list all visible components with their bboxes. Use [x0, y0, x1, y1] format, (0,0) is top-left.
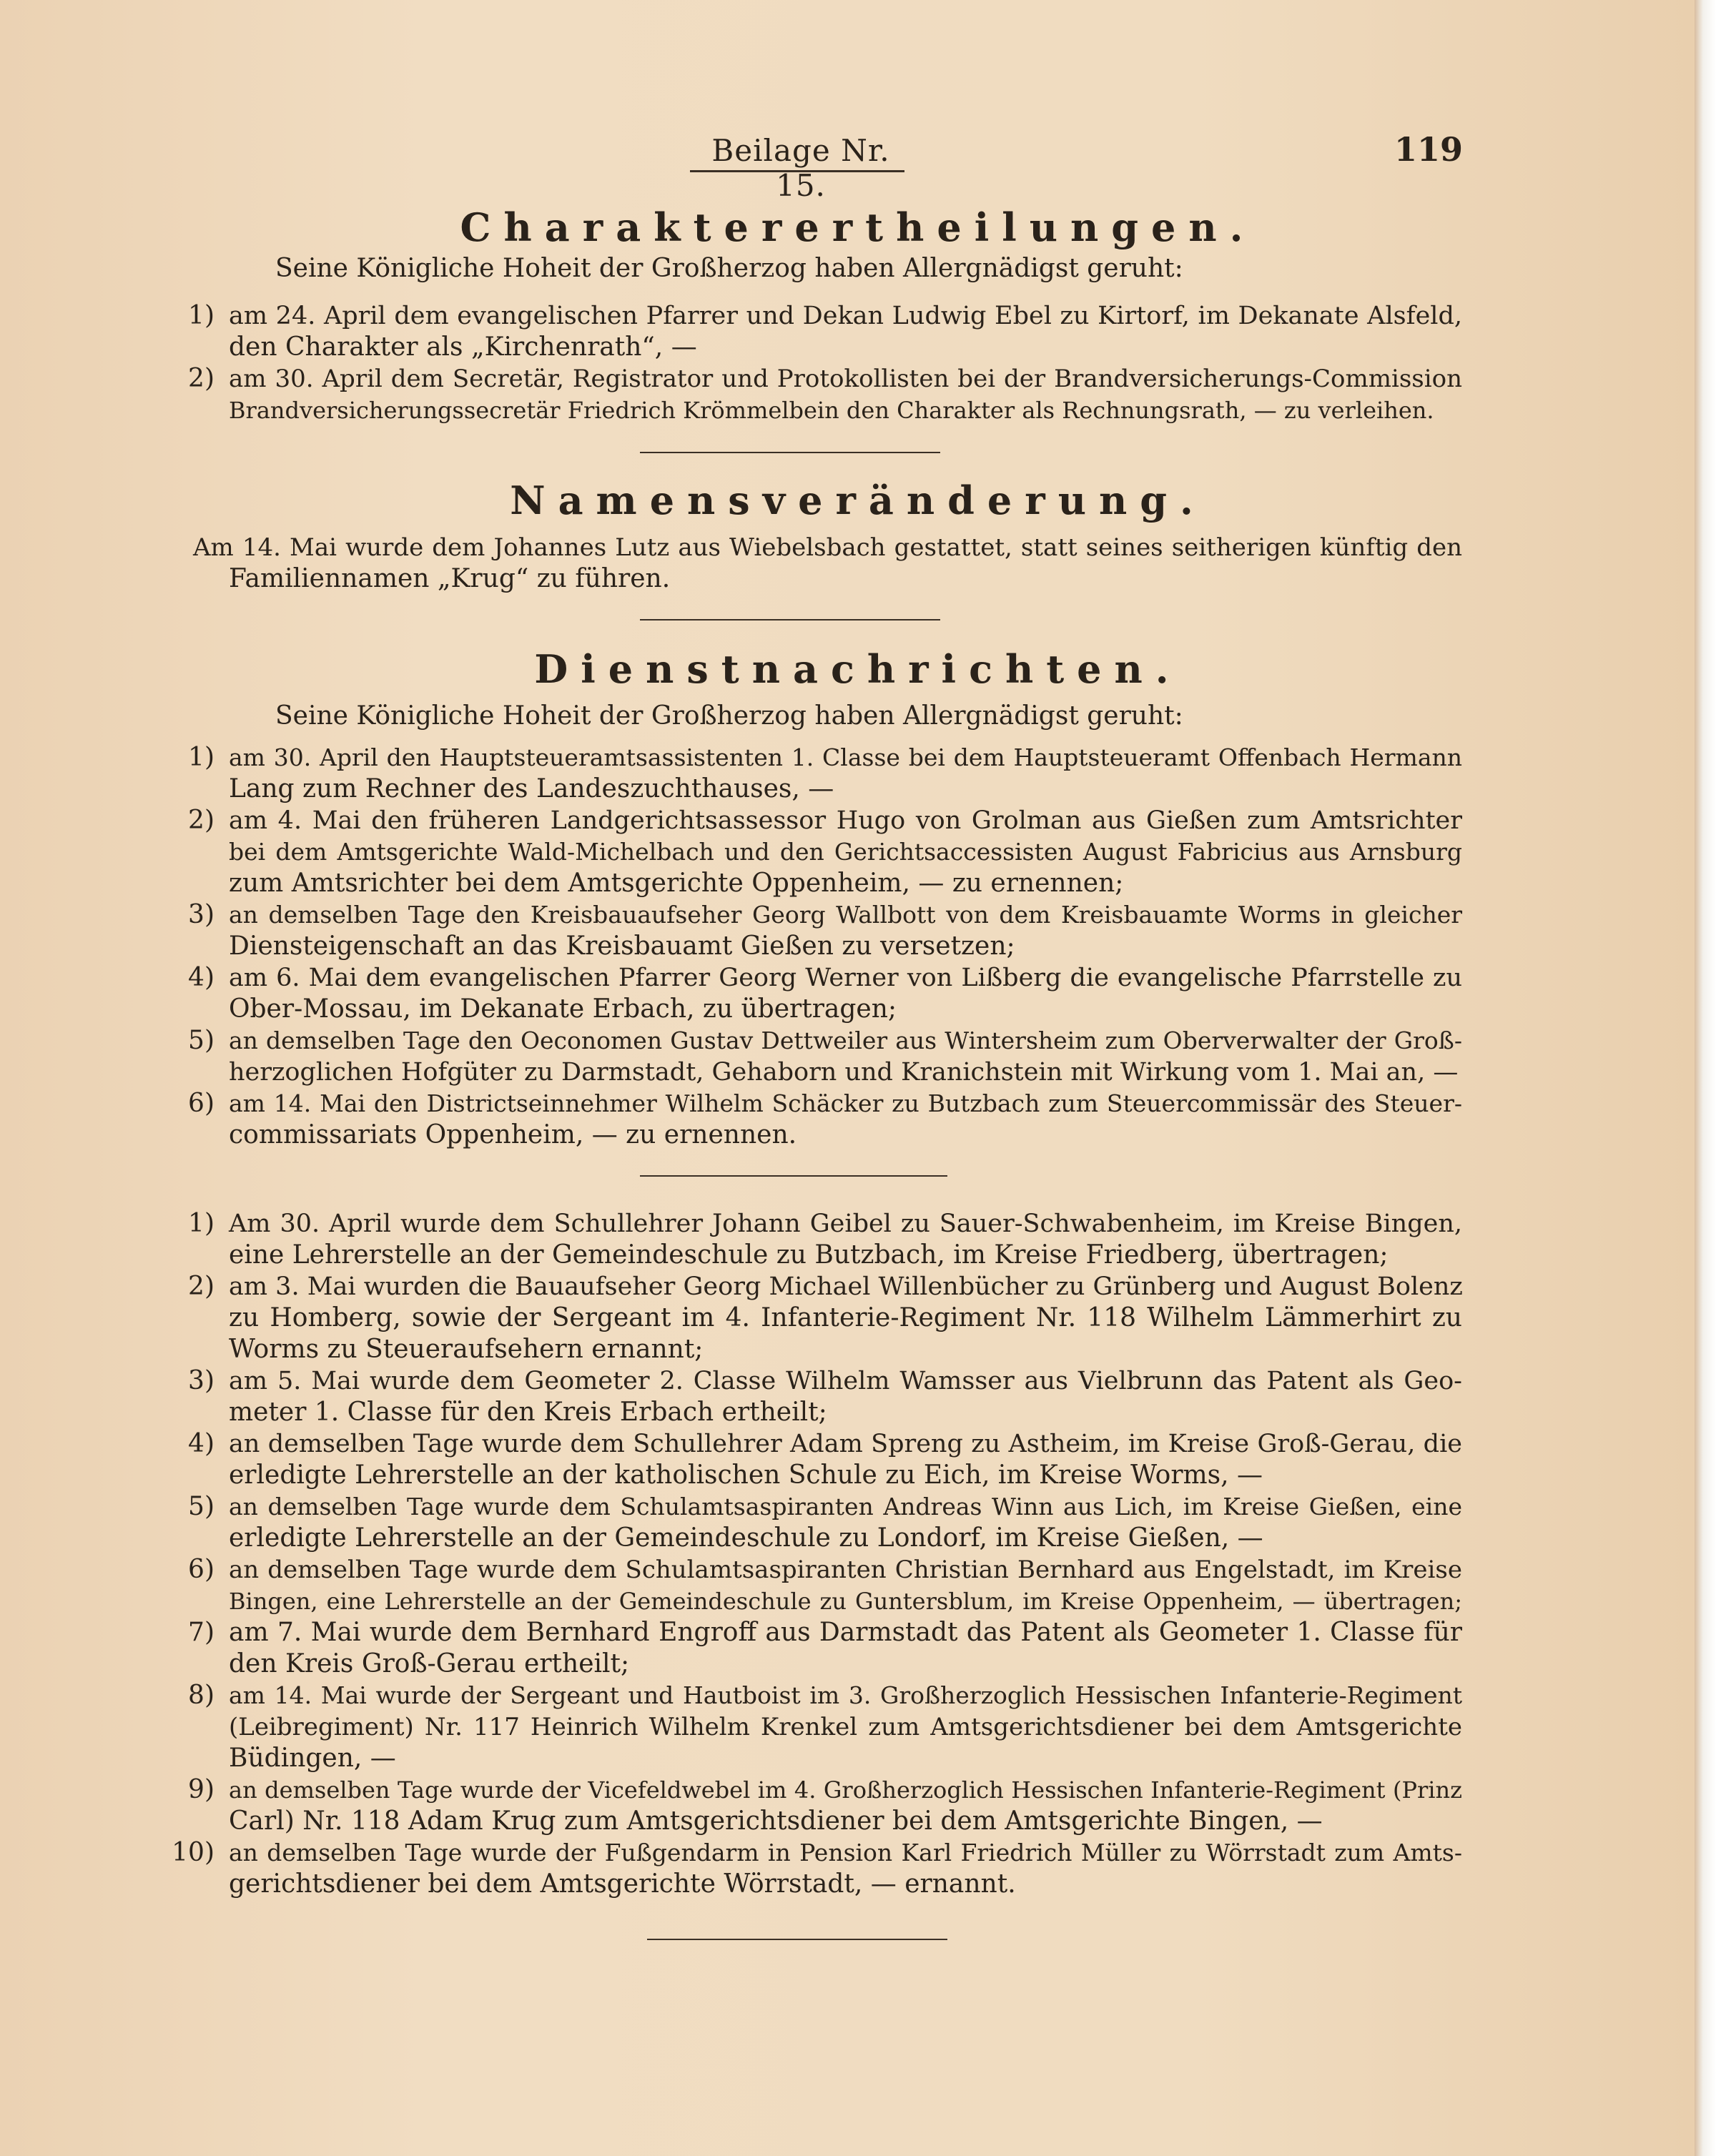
item-line: am 6. Mai dem evangelischen Pfarrer Georg Werner von Lißberg die evangelische Pfarrstelle zu: [229, 964, 1462, 992]
item-line: Diensteigenschaft an das Kreisbauamt Gießen zu versetzen;: [229, 931, 1015, 961]
item-line: am 3. Mai wurden die Bauaufseher Georg Michael Willenbücher zu Grünberg und August Bolenz: [229, 1272, 1463, 1301]
section-divider: [647, 1939, 947, 1940]
item-line: erledigte Lehrerstelle an der katholischen Schule zu Eich, im Kreise Worms, —: [229, 1460, 1263, 1490]
item-number: 7): [188, 1618, 214, 1647]
item-line: an demselben Tage wurde dem Schullehrer Adam Spreng zu Astheim, im Kreise Groß-Gerau, die: [229, 1430, 1462, 1458]
section-heading-dienstnachrichten: Dienstnachrichten.: [534, 646, 1182, 692]
item-line: an demselben Tage wurde dem Schulamtsaspiranten Andreas Winn aus Lich, im Kreise Gießen, eine: [229, 1493, 1462, 1520]
item-line: am 14. Mai wurde der Sergeant und Hautboist im 3. Großherzoglich Hessischen Infanterie-Regiment: [229, 1681, 1462, 1709]
item-number: 5): [188, 1026, 214, 1055]
item-line: Brandversicherungssecretär Friedrich Krömmelbein den Charakter als Rechnungsrath, — zu verleihen.: [229, 397, 1434, 424]
item-line: Büdingen, —: [229, 1744, 396, 1773]
running-header: Beilage Nr. 15.: [711, 133, 890, 203]
item-line: den Charakter als „Kirchenrath“, —: [229, 332, 697, 362]
item-number: 1): [188, 1209, 214, 1238]
item-number: 2): [188, 364, 214, 393]
paragraph-line: Familiennamen „Krug“ zu führen.: [229, 564, 671, 593]
item-line: am 24. April dem evangelischen Pfarrer und Dekan Ludwig Ebel zu Kirtorf, im Dekanate Alsfeld,: [229, 302, 1462, 330]
item-line: an demselben Tage den Oeconomen Gustav Dettweiler aus Wintersheim zum Oberverwalter der Groß-: [229, 1027, 1462, 1054]
item-number: 6): [188, 1089, 214, 1118]
item-number: 6): [188, 1555, 214, 1584]
item-line: Lang zum Rechner des Landeszuchthauses, —: [229, 774, 834, 803]
item-number: 4): [188, 963, 214, 992]
item-line: am 5. Mai wurde dem Geometer 2. Classe Wilhelm Wamsser aus Vielbrunn das Patent als Geo-: [229, 1367, 1462, 1395]
item-line: zum Amtsrichter bei dem Amtsgerichte Oppenheim, — zu ernennen;: [229, 869, 1124, 898]
item-number: 3): [188, 900, 214, 929]
item-line: Bingen, eine Lehrerstelle an der Gemeindeschule zu Guntersblum, im Kreise Oppenheim, — übertragen;: [229, 1588, 1462, 1615]
paragraph-line: Am 14. Mai wurde dem Johannes Lutz aus Wiebelsbach gestattet, statt seines seitherigen künftig den: [193, 533, 1462, 562]
item-line: an demselben Tage wurde der Fußgendarm in Pension Karl Friedrich Müller zu Wörrstadt zum Amts-: [229, 1839, 1462, 1866]
item-line: den Kreis Groß-Gerau ertheilt;: [229, 1649, 630, 1678]
header-underline: [690, 170, 904, 172]
item-line: meter 1. Classe für den Kreis Erbach ertheilt;: [229, 1398, 827, 1427]
item-line: Am 30. April wurde dem Schullehrer Johann Geibel zu Sauer-Schwabenheim, im Kreise Bingen,: [229, 1210, 1462, 1238]
item-line: herzoglichen Hofgüter zu Darmstadt, Gehaborn und Kranichstein mit Wirkung vom 1. Mai an, —: [229, 1058, 1459, 1087]
item-line: eine Lehrerstelle an der Gemeindeschule zu Butzbach, im Kreise Friedberg, übertragen;: [229, 1240, 1389, 1270]
section-intro: Seine Königliche Hoheit der Großherzog haben Allergnädigst geruht:: [275, 701, 1183, 731]
page-edge: [1695, 0, 1716, 2156]
item-number: 2): [188, 806, 214, 835]
section-intro: Seine Königliche Hoheit der Großherzog haben Allergnädigst geruht:: [275, 254, 1183, 283]
section-heading-charakterertheilungen: Charakterertheilungen.: [460, 204, 1256, 250]
item-line: Ober-Mossau, im Dekanate Erbach, zu übertragen;: [229, 994, 897, 1024]
section-divider: [640, 619, 940, 620]
item-line: Worms zu Steueraufsehern ernannt;: [229, 1335, 704, 1364]
item-line: an demselben Tage den Kreisbauaufseher Georg Wallbott von dem Kreisbauamte Worms in gleicher: [229, 901, 1462, 929]
item-line: erledigte Lehrerstelle an der Gemeindeschule zu Londorf, im Kreise Gießen, —: [229, 1523, 1263, 1553]
item-line: am 14. Mai den Districtseinnehmer Wilhelm Schäcker zu Butzbach zum Steuercommissär des Steuer-: [229, 1089, 1462, 1117]
item-number: 9): [188, 1775, 214, 1804]
item-line: zu Homberg, sowie der Sergeant im 4. Infanterie-Regiment Nr. 118 Wilhelm Lämmerhirt zu: [229, 1303, 1462, 1332]
item-number: 1): [188, 743, 214, 772]
item-line: gerichtsdiener bei dem Amtsgerichte Wörrstadt, — ernannt.: [229, 1869, 1016, 1899]
item-number: 8): [188, 1681, 214, 1710]
item-number: 1): [188, 301, 214, 330]
item-line: am 4. Mai den früheren Landgerichtsassessor Hugo von Grolman aus Gießen zum Amtsrichter: [229, 806, 1462, 835]
item-line: an demselben Tage wurde dem Schulamtsaspiranten Christian Bernhard aus Engelstadt, im Kreise: [229, 1556, 1462, 1584]
item-line: (Leibregiment) Nr. 117 Heinrich Wilhelm Krenkel zum Amtsgerichtsdiener bei dem Amtsgerichte: [229, 1713, 1462, 1741]
item-line: Carl) Nr. 118 Adam Krug zum Amtsgerichtsdiener bei dem Amtsgerichte Bingen, —: [229, 1806, 1323, 1836]
item-line: am 30. April den Hauptsteueramtsassistenten 1. Classe bei dem Hauptsteueramt Offenbach Hermann: [229, 743, 1462, 771]
item-number: 2): [188, 1272, 214, 1301]
section-divider: [640, 452, 940, 453]
section-heading-namensveraenderung: Namensveränderung.: [510, 478, 1206, 523]
item-line: an demselben Tage wurde der Vicefeldwebel im 4. Großherzoglich Hessischen Infanterie-Regiment (Prinz: [229, 1776, 1462, 1804]
item-line: commissariats Oppenheim, — zu ernennen.: [229, 1120, 797, 1149]
item-number: 3): [188, 1366, 214, 1395]
item-line: am 30. April dem Secretär, Registrator und Protokollisten bei der Brandversicherungs-Commission: [229, 365, 1462, 393]
item-number: 10): [172, 1838, 214, 1867]
section-divider: [640, 1175, 947, 1177]
item-line: bei dem Amtsgerichte Wald-Michelbach und den Gerichtsaccessisten August Fabricius aus Arnsburg: [229, 838, 1462, 866]
item-line: am 7. Mai wurde dem Bernhard Engroff aus Darmstadt das Patent als Geometer 1. Classe für: [229, 1618, 1462, 1647]
item-number: 5): [188, 1492, 214, 1521]
item-number: 4): [188, 1429, 214, 1458]
page-number: 119: [1394, 130, 1464, 169]
